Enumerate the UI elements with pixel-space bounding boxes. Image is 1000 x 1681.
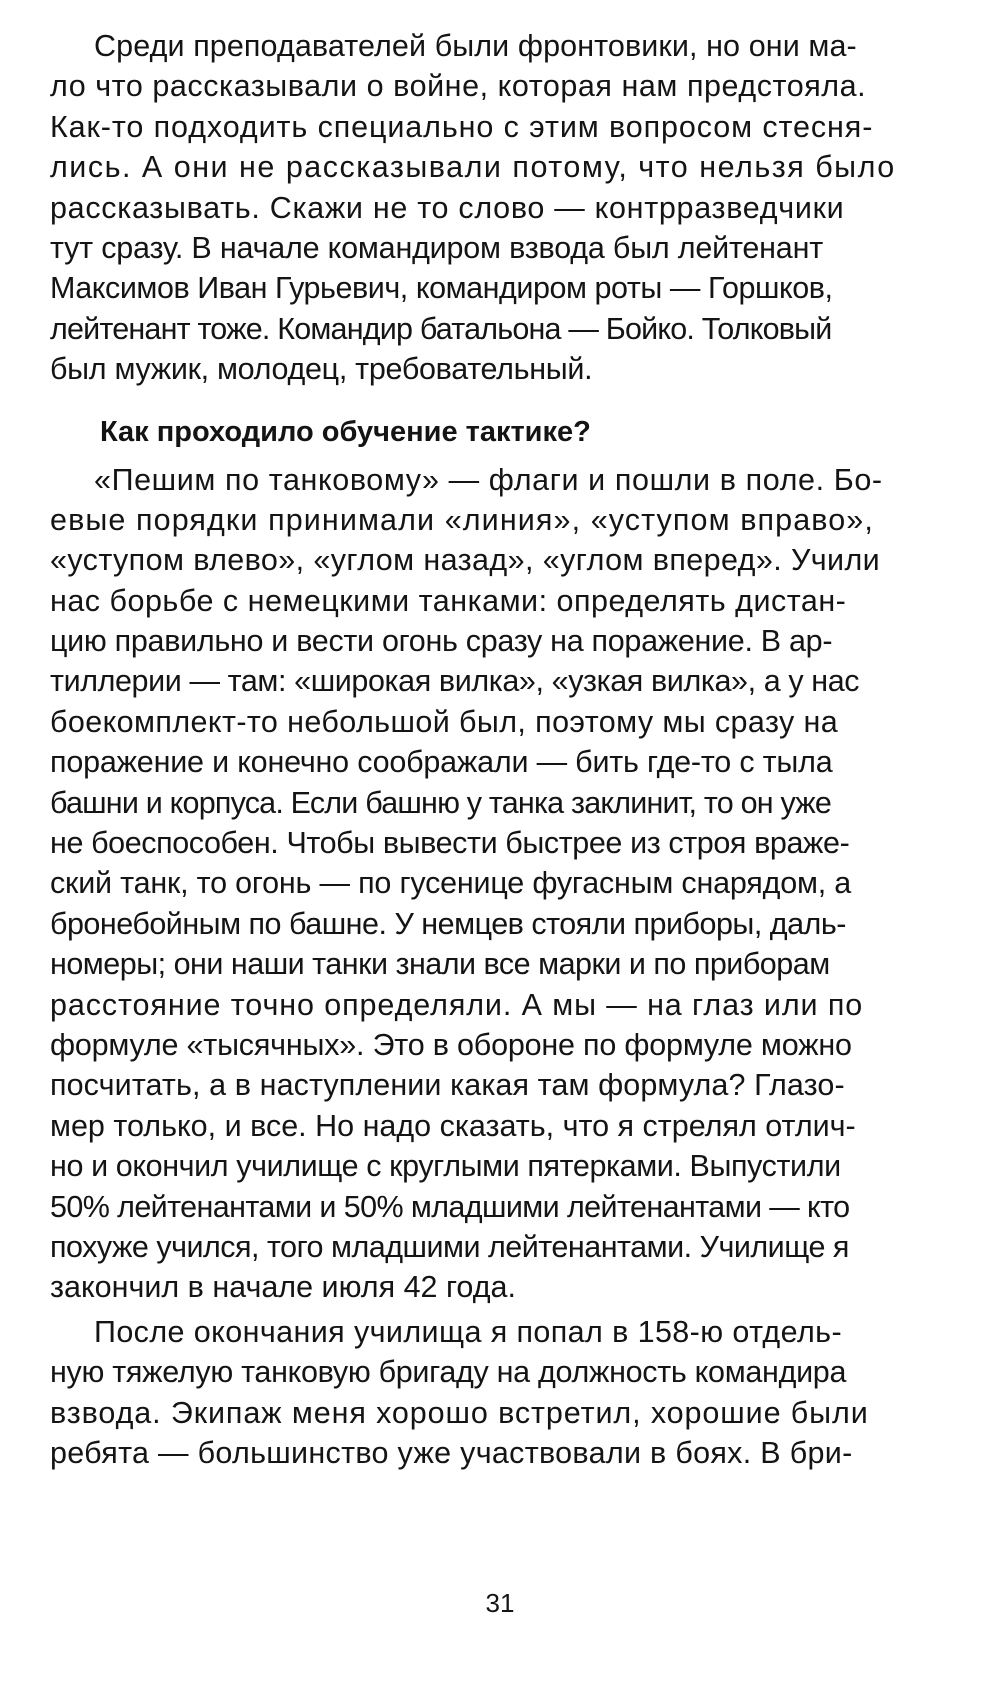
text-line: не боеспособен. Чтобы вывести быстрее из строя враже-: [50, 826, 850, 861]
text-line: Среди преподавателей были фронтовики, но они ма-: [94, 29, 857, 63]
text-line: башни и корпуса. Если башню у танка заклинит, то он уже: [50, 785, 832, 820]
section-heading: Как проходило обучение тактике?: [100, 415, 591, 448]
text-line: евые порядки принимали «линия», «уступом вправо»,: [50, 502, 874, 537]
paragraph-1: [50, 26, 947, 390]
paragraph-3: [50, 1312, 947, 1474]
text-line: лейтенант тоже. Командир батальона — Бойко. Толковый: [50, 311, 832, 346]
text-line: ский танк, то огонь — по гусенице фугасным снарядом, а: [50, 866, 852, 901]
text-line: закончил в начале июля 42 года.: [50, 1270, 516, 1305]
text-line: взвода. Экипаж меня хорошо встретил, хорошие были: [50, 1395, 869, 1430]
text-line: расстояние точно определяли. А мы — на глаз или по: [50, 987, 864, 1022]
text-line: боекомплект-то небольшой был, поэтому мы сразу на: [50, 704, 839, 739]
text-line: цию правильно и вести огонь сразу на поражение. В ар-: [50, 624, 833, 659]
page-number: 31: [485, 1588, 515, 1618]
text-line: 50% лейтенантами и 50% младшими лейтенантами — кто: [50, 1189, 850, 1224]
text-line: был мужик, молодец, требовательный.: [50, 352, 593, 387]
text-line: ребята — большинство уже участвовали в боях. В бри-: [50, 1435, 853, 1470]
text-line: бронебойным по башне. У немцев стояли приборы, даль-: [50, 906, 846, 941]
text-line: тут сразу. В начале командиром взвода был лейтенант: [50, 230, 823, 265]
text-line: ло что рассказывали о войне, которая нам предстояла.: [50, 69, 867, 104]
text-line: «уступом влево», «углом назад», «углом вперед». Учили: [50, 543, 881, 578]
paragraph-2: [50, 460, 947, 1308]
text-line: но и окончил училище с круглыми пятерками. Выпустили: [50, 1149, 841, 1184]
text-line: «Пешим по танковому» — флаги и пошли в поле. Бо-: [94, 462, 883, 497]
text-line: лись. А они не рассказывали потому, что нельзя было: [50, 150, 896, 185]
text-column: [50, 26, 947, 1473]
text-line: посчитать, а в наступлении какая там формула? Глазо-: [50, 1068, 845, 1103]
text-line: поражение и конечно соображали — бить где-то с тыла: [50, 745, 833, 780]
text-line: Как-то подходить специально с этим вопросом стесня-: [50, 109, 874, 144]
text-line: ную тяжелую танковую бригаду на должность командира: [50, 1355, 847, 1390]
text-line: После окончания училища я попал в 158-ю отдель-: [94, 1314, 843, 1349]
text-line: тиллерии — там: «широкая вилка», «узкая вилка», а у нас: [50, 664, 860, 699]
text-line: Максимов Иван Гурьевич, командиром роты — Горшков,: [50, 271, 833, 306]
text-line: рассказывать. Скажи не то слово — контрразведчики: [50, 190, 845, 225]
text-line: нас борьбе с немецкими танками: определять дистан-: [50, 583, 847, 618]
text-line: формуле «тысячных». Это в обороне по формуле можно: [50, 1027, 852, 1062]
text-line: похуже учился, того младшими лейтенантами. Училище я: [50, 1229, 849, 1264]
text-line: номеры; они наши танки знали все марки и по приборам: [50, 947, 830, 982]
text-line: мер только, и все. Но надо сказать, что я стрелял отлич-: [50, 1108, 856, 1143]
